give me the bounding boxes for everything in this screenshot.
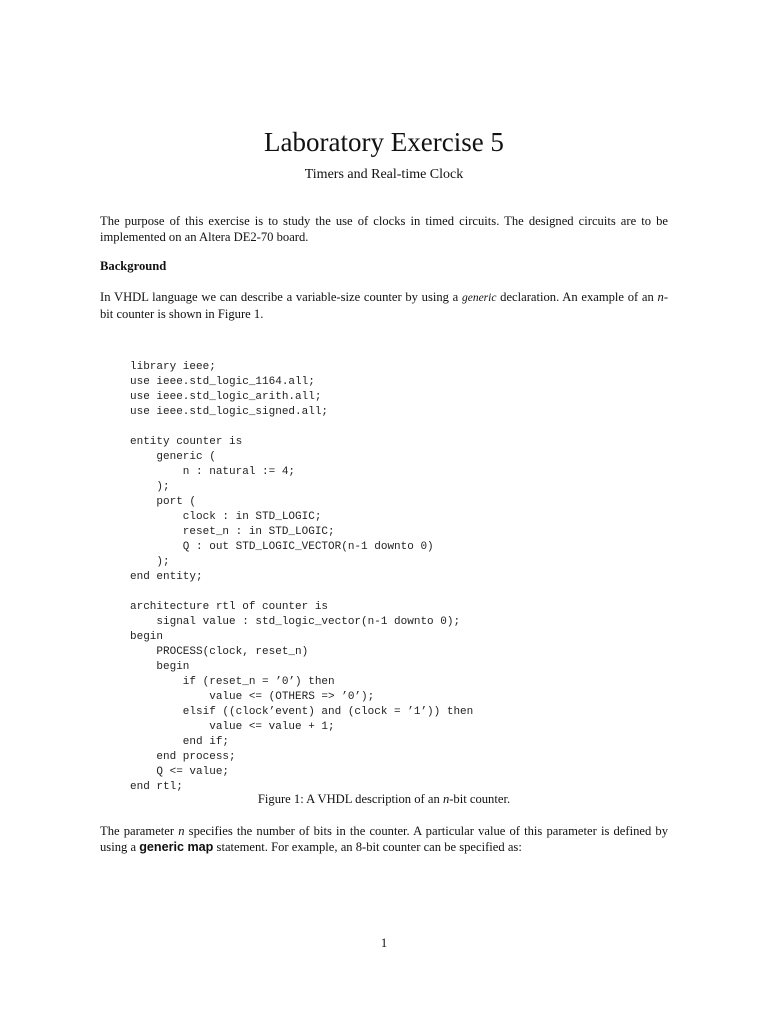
- caption-text-2: -bit counter.: [449, 792, 511, 806]
- code-line: clock : in STD_LOGIC;: [130, 511, 322, 523]
- code-line: end rtl;: [130, 781, 183, 793]
- code-line: elsif ((clock’event) and (clock = ’1’)) then: [130, 706, 474, 718]
- code-line: PROCESS(clock, reset_n): [130, 646, 309, 658]
- figure-caption: [0, 791, 768, 807]
- caption-text-1: Figure 1: A VHDL description of an: [257, 792, 443, 806]
- vhdl-code-listing: [130, 360, 473, 795]
- code-line: );: [130, 556, 170, 568]
- background-text-1: In VHDL language we can describe a variable-size counter by using a: [100, 290, 462, 304]
- generic-term: generic: [461, 292, 497, 304]
- background-paragraph: [100, 289, 668, 322]
- code-line: value <= value + 1;: [130, 721, 335, 733]
- code-line: signal value : std_logic_vector(n-1 downto 0);: [130, 616, 461, 628]
- code-line: value <= (OTHERS => ’0’);: [130, 691, 375, 703]
- generic-map-term: generic map: [139, 840, 214, 854]
- code-line: begin: [130, 661, 190, 673]
- code-line: port (: [130, 496, 197, 508]
- code-line: generic (: [130, 451, 216, 463]
- param-text-3: statement. For example, an 8-bit counter can be specified as:: [213, 840, 522, 854]
- param-n-variable: n: [178, 824, 185, 838]
- code-line: reset_n : in STD_LOGIC;: [130, 526, 335, 538]
- caption-n-variable: n: [442, 792, 450, 806]
- document-title: Laboratory Exercise 5: [264, 127, 504, 157]
- code-line: entity counter is: [130, 436, 243, 448]
- document-subtitle: Timers and Real-time Clock: [304, 167, 464, 182]
- code-line: Q : out STD_LOGIC_VECTOR(n-1 downto 0): [130, 541, 434, 553]
- code-line: end if;: [130, 736, 230, 748]
- code-line: use ieee.std_logic_arith.all;: [130, 391, 322, 403]
- code-line: end process;: [130, 751, 236, 763]
- param-text-2: specifies the number of bits in the counter. A particular value of this parameter is defined by using a: [100, 824, 669, 854]
- code-line: n : natural := 4;: [130, 466, 296, 478]
- n-variable: n: [657, 290, 664, 304]
- background-text-3: -bit counter is shown in Figure 1.: [100, 290, 669, 321]
- background-text-2: declaration. An example of an: [496, 290, 658, 304]
- code-line: if (reset_n = ’0’) then: [130, 676, 335, 688]
- code-line: Q <= value;: [130, 766, 230, 778]
- code-line: library ieee;: [130, 361, 216, 373]
- code-line: begin: [130, 631, 164, 643]
- code-line: use ieee.std_logic_1164.all;: [130, 376, 315, 388]
- code-line: end entity;: [130, 571, 203, 583]
- intro-paragraph: The purpose of this exercise is to study the use of clocks in timed circuits. The designed circuits are to be implemented on an Altera DE2-70 board.: [100, 214, 668, 244]
- param-text-1: The parameter: [100, 824, 179, 838]
- code-line: );: [130, 481, 170, 493]
- background-heading: Background: [100, 259, 167, 273]
- code-line: use ieee.std_logic_signed.all;: [130, 406, 329, 418]
- code-line: architecture rtl of counter is: [130, 601, 329, 613]
- parameter-paragraph: [100, 823, 668, 855]
- page-number: 1: [380, 936, 388, 950]
